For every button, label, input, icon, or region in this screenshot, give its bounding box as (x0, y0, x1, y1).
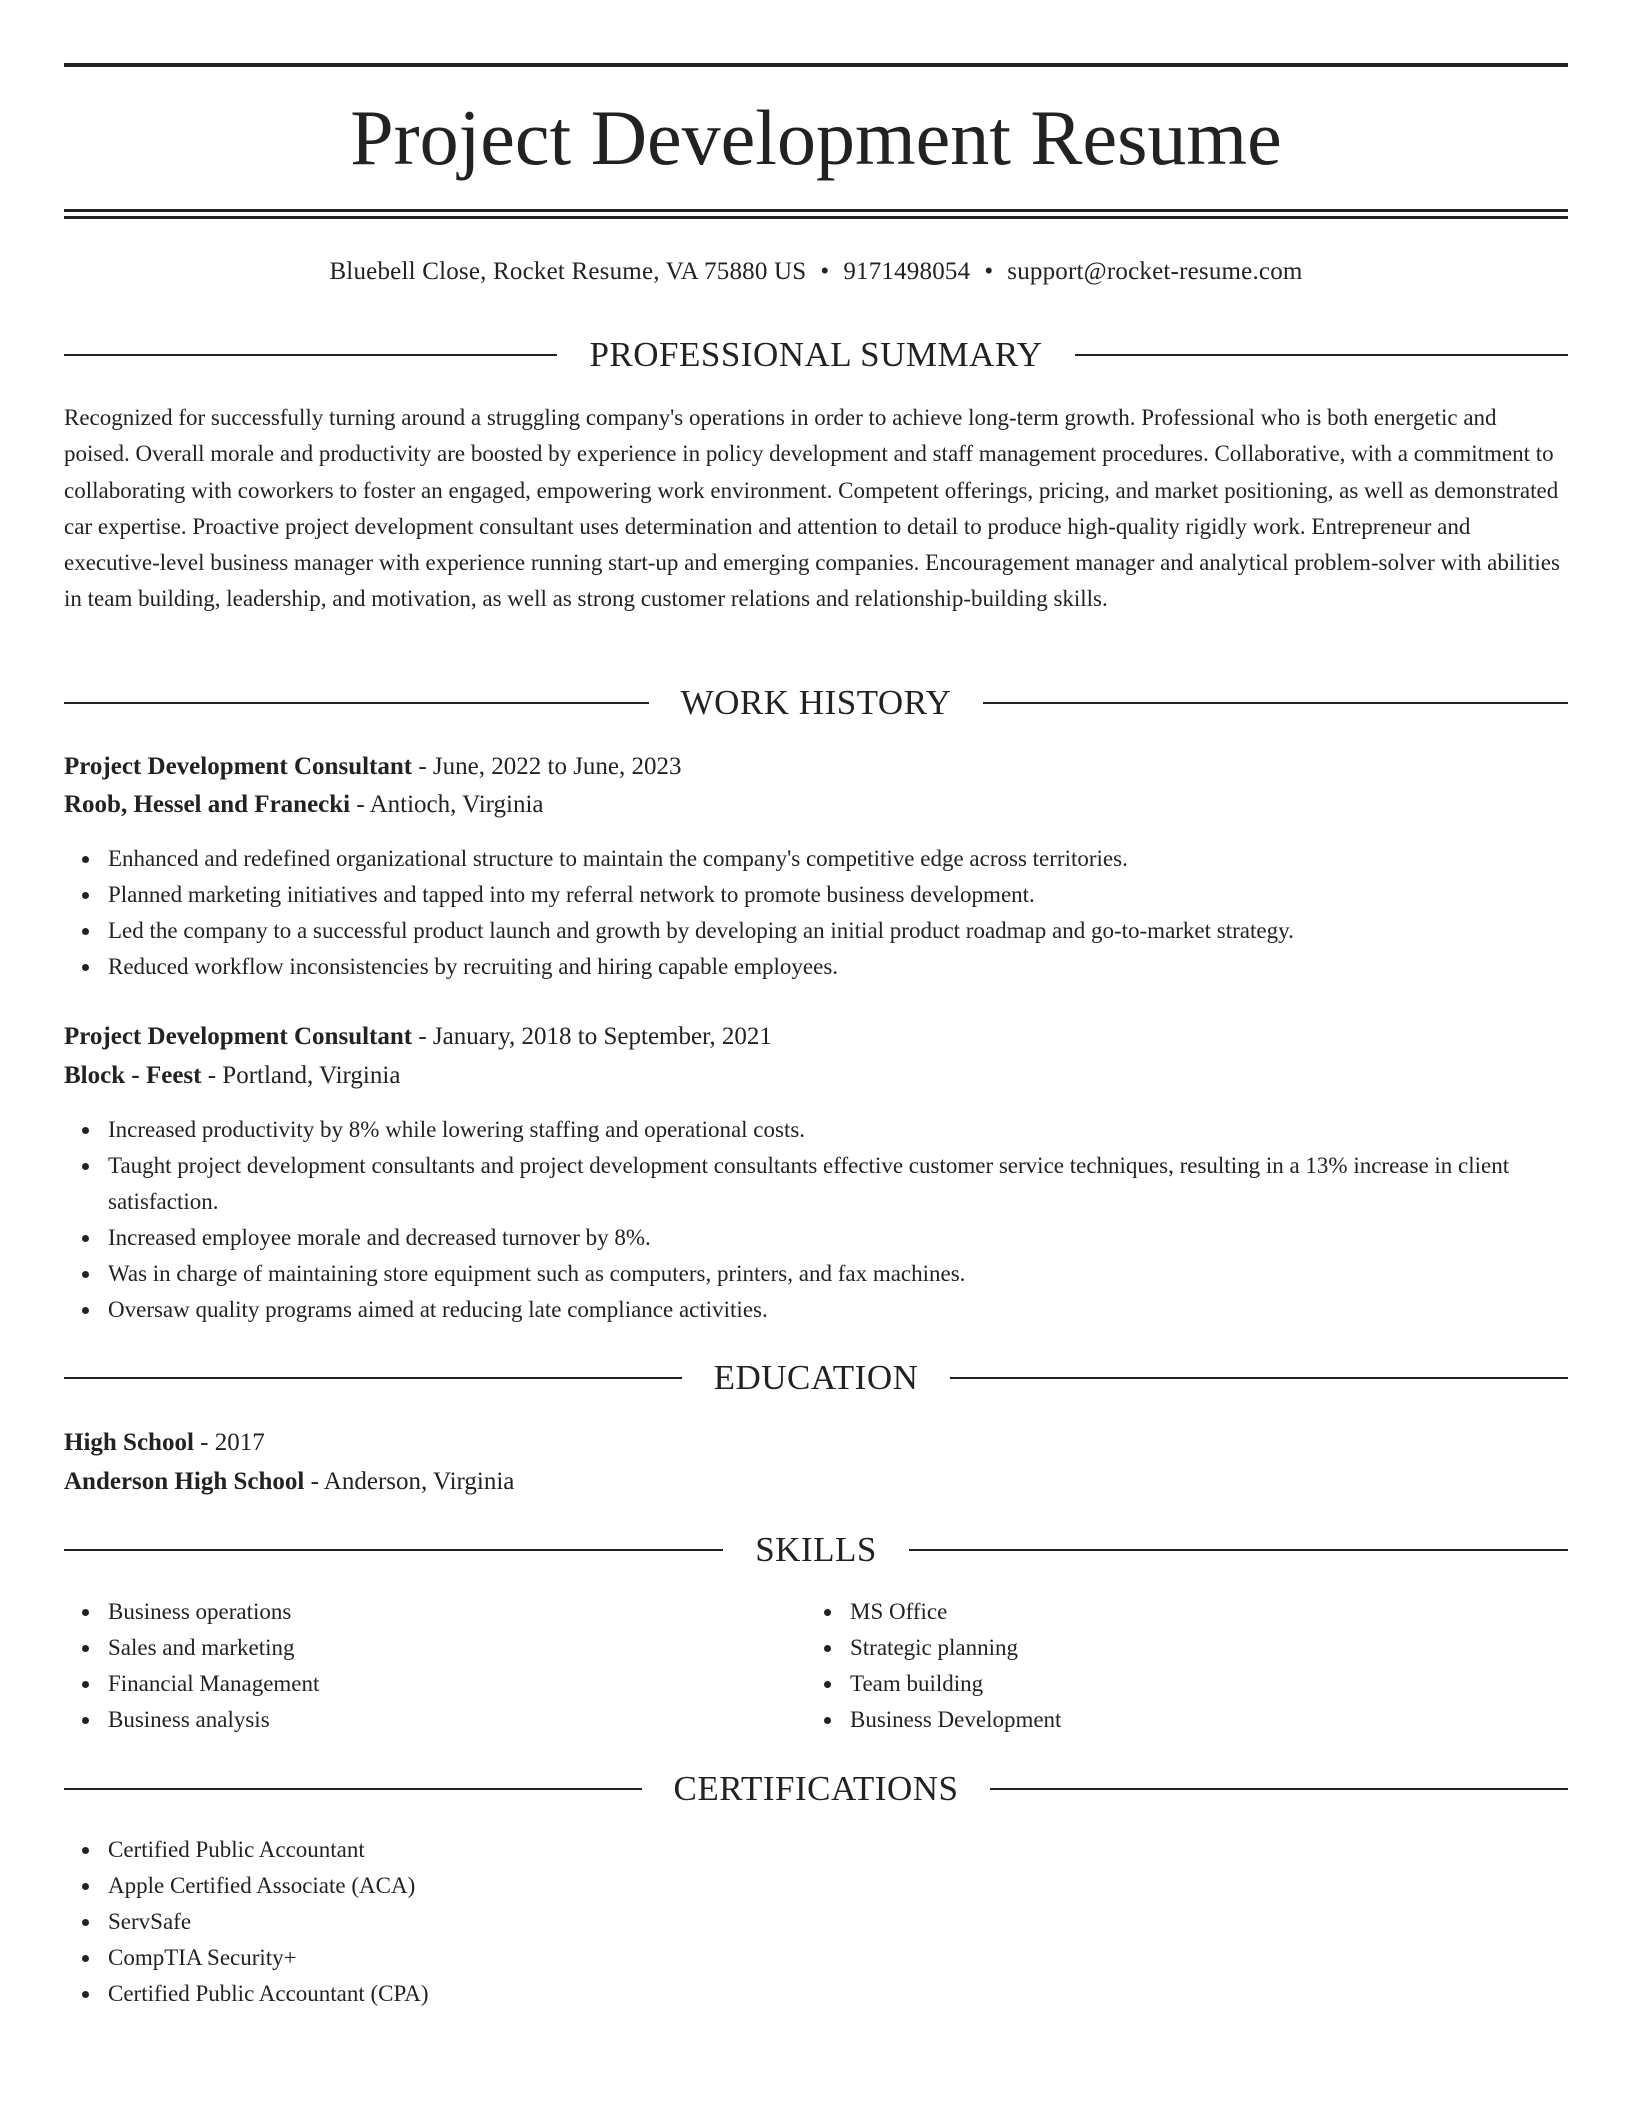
list-item: Team building (850, 1666, 1550, 1702)
job-2-bullets (64, 1112, 1568, 1328)
divider-line (1075, 354, 1568, 356)
list-item: CompTIA Security+ (108, 1940, 1568, 1976)
contact-address: Bluebell Close, Rocket Resume, VA 75880 US (329, 258, 807, 285)
job-location: - Portland, Virginia (201, 1062, 401, 1089)
title-rule-upper (64, 209, 1568, 212)
job-1-bullets (64, 841, 1568, 985)
divider-line (64, 354, 557, 356)
list-item: Planned marketing initiatives and tapped into my referral network to promote business development. (108, 877, 1568, 913)
job-1-company-line (64, 786, 1568, 824)
list-item: Taught project development consultants and project development consultants effective customer service techniques, resulting in a 13% increase in client satisfaction. (108, 1148, 1568, 1220)
job-company: Roob, Hessel and Franecki (64, 791, 351, 818)
divider-line (909, 1549, 1568, 1551)
section-title-education: EDUCATION (713, 1358, 919, 1397)
section-header-education (64, 1356, 1568, 1400)
job-company: Block - Feest (64, 1062, 202, 1089)
list-item: Business analysis (108, 1702, 808, 1738)
list-item: Apple Certified Associate (ACA) (108, 1868, 1568, 1904)
job-1-title-line (64, 748, 1568, 786)
list-item: Reduced workflow inconsistencies by recruiting and hiring capable employees. (108, 949, 1568, 985)
top-rule (64, 63, 1568, 67)
divider-line (983, 702, 1568, 704)
job-title: Project Development Consultant (64, 753, 413, 780)
list-item: Led the company to a successful product launch and growth by developing an initial product roadmap and go-to-market strategy. (108, 913, 1568, 949)
contact-line (64, 254, 1568, 290)
job-dates: - January, 2018 to September, 2021 (412, 1023, 772, 1050)
section-header-skills (64, 1528, 1568, 1572)
job-location: - Antioch, Virginia (350, 791, 544, 818)
education-school: Anderson High School (64, 1468, 305, 1495)
section-title-certifications: CERTIFICATIONS (673, 1769, 959, 1808)
section-title-summary: PROFESSIONAL SUMMARY (589, 335, 1043, 374)
summary-paragraph: Recognized for successfully turning around a struggling company's operations in order to achieve long-term growth. Professional who is both energetic and poised. Overall morale and productivity are boosted by experience in policy development and staff management procedures. Collaborative, with a commitment to collaborating with coworkers to foster an engaged, empowering work environment. Competent offerings, pricing, and market positioning, as well as demonstrated car expertise. Proactive project development consultant uses determination and attention to detail to produce high-quality rigidly work. Entrepreneur and executive-level business manager with experience running start-up and emerging companies. Encouragement manager and analytical problem-solver with abilities in team building, leadership, and motivation, as well as strong customer relations and relationship-building skills. (64, 405, 1560, 612)
divider-line (64, 1788, 642, 1790)
divider-line (950, 1377, 1568, 1379)
divider-line (64, 1549, 723, 1551)
list-item: Enhanced and redefined organizational structure to maintain the company's competitive edge across territories. (108, 841, 1568, 877)
list-item: Certified Public Accountant (108, 1832, 1568, 1868)
list-item: Sales and marketing (108, 1630, 808, 1666)
section-title-skills: SKILLS (755, 1530, 877, 1569)
education-degree: High School (64, 1429, 194, 1456)
list-item: Business Development (850, 1702, 1550, 1738)
job-dates: - June, 2022 to June, 2023 (412, 753, 682, 780)
list-item: Certified Public Accountant (CPA) (108, 1976, 1568, 2012)
contact-phone: 9171498054 (843, 258, 971, 285)
list-item: Business operations (108, 1594, 808, 1630)
title-rule-lower (64, 216, 1568, 219)
list-item: Increased productivity by 8% while lowering staffing and operational costs. (108, 1112, 1568, 1148)
section-title-work: WORK HISTORY (680, 683, 952, 722)
contact-email: support@rocket-resume.com (1007, 258, 1303, 285)
skills-list-left (64, 1594, 808, 1738)
education-location: - Anderson, Virginia (304, 1468, 515, 1495)
list-item: Increased employee morale and decreased turnover by 8%. (108, 1220, 1568, 1256)
section-header-summary (64, 333, 1568, 377)
list-item: Strategic planning (850, 1630, 1550, 1666)
education-year: - 2017 (193, 1429, 265, 1456)
list-item: ServSafe (108, 1904, 1568, 1940)
education-school-line (64, 1463, 1568, 1501)
list-item: Oversaw quality programs aimed at reducing late compliance activities. (108, 1292, 1568, 1328)
list-item: Financial Management (108, 1666, 808, 1702)
contact-separator: • (984, 258, 994, 285)
list-item: MS Office (850, 1594, 1550, 1630)
divider-line (64, 1377, 682, 1379)
skills-list-right (806, 1594, 1550, 1738)
job-2-company-line (64, 1057, 1568, 1095)
list-item: Was in charge of maintaining store equipment such as computers, printers, and fax machines. (108, 1256, 1568, 1292)
certifications-list (64, 1832, 1568, 2012)
contact-separator: • (820, 258, 830, 285)
job-2-title-line (64, 1018, 1568, 1056)
divider-line (990, 1788, 1568, 1790)
page-title: Project Development Resume (350, 94, 1282, 181)
job-title: Project Development Consultant (64, 1023, 413, 1050)
section-header-certifications (64, 1767, 1568, 1811)
divider-line (64, 702, 649, 704)
section-header-work (64, 681, 1568, 725)
education-degree-line (64, 1424, 1568, 1462)
